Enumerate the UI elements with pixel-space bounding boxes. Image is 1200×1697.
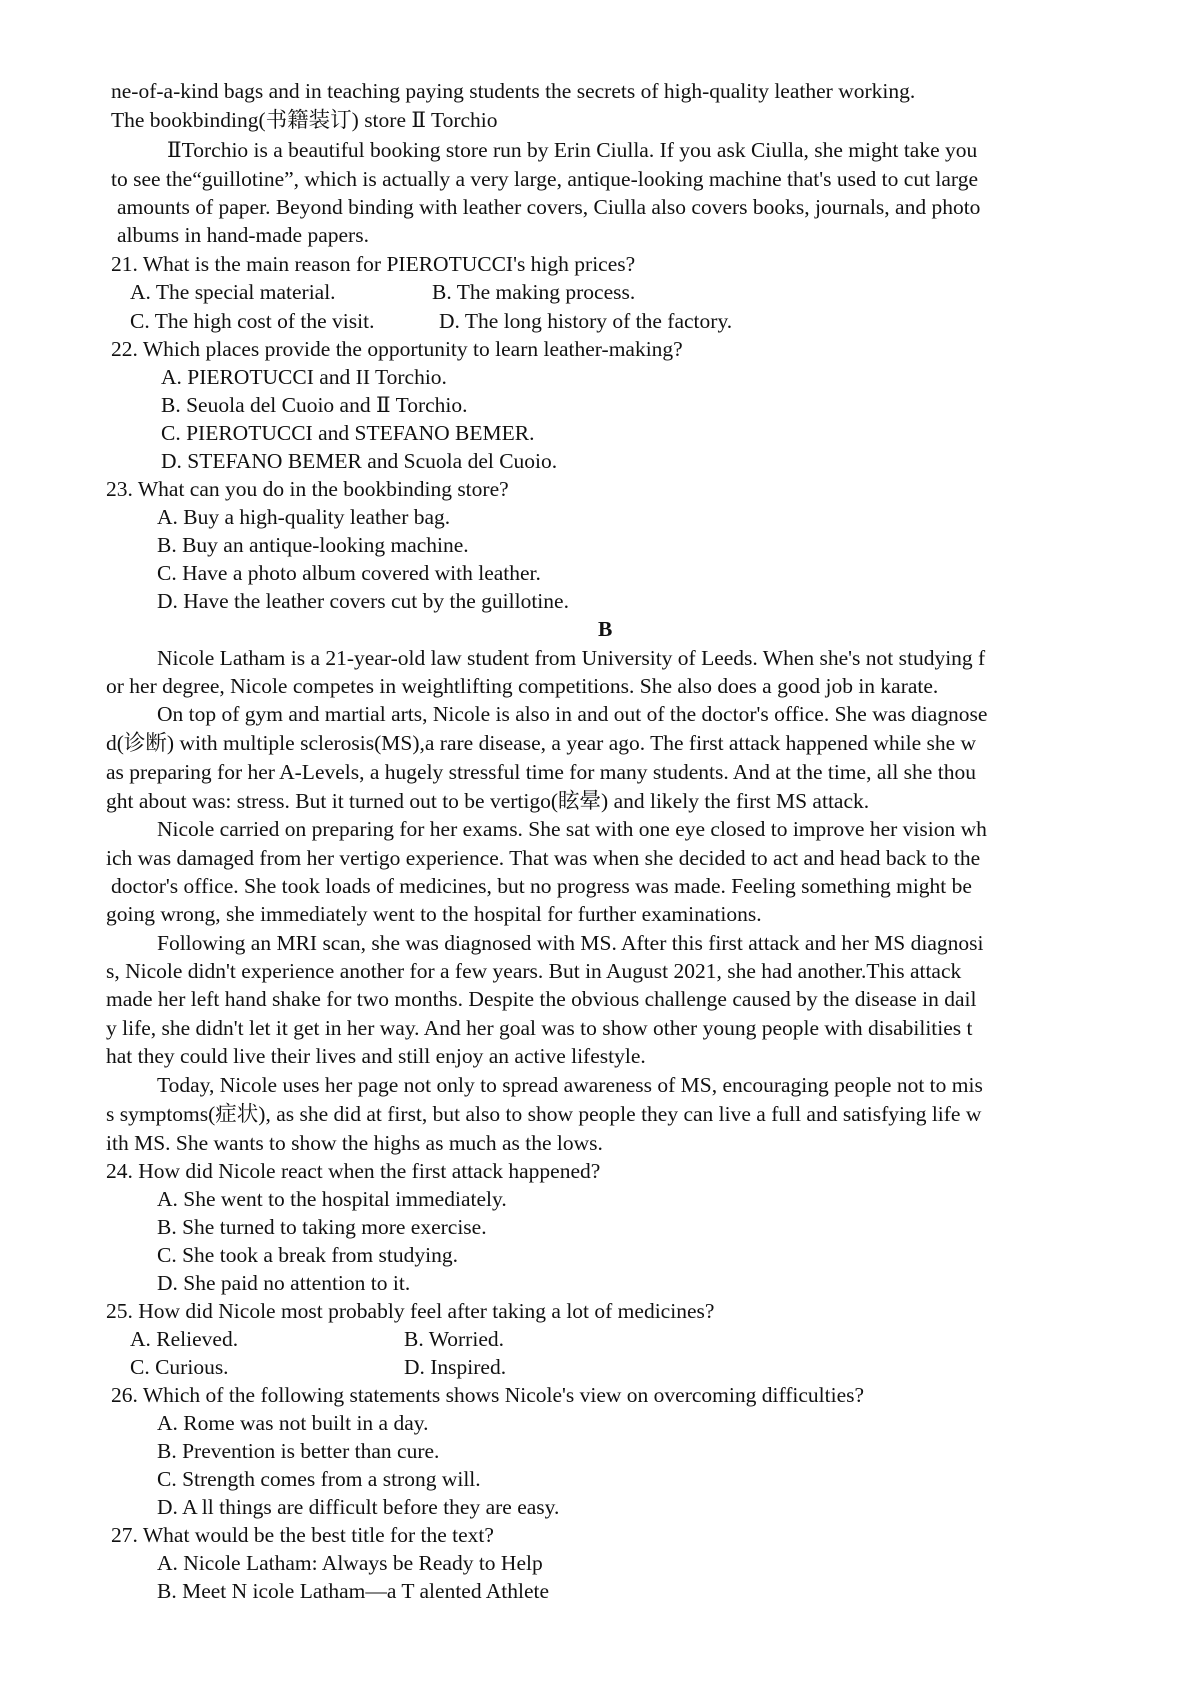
- answer-option: A. Buy a high-quality leather bag.: [157, 505, 451, 529]
- passage-a-line: ne-of-a-kind bags and in teaching paying students the secrets of high-quality leather working.: [111, 79, 916, 103]
- passage-a-paragraph-line: amounts of paper. Beyond binding with leather covers, Ciulla also covers books, journals, and photo: [117, 195, 981, 219]
- answer-option: C. She took a break from studying.: [157, 1243, 458, 1267]
- question-stem: 21. What is the main reason for PIEROTUCCI's high prices?: [111, 252, 636, 276]
- passage-b-line: On top of gym and martial arts, Nicole is also in and out of the doctor's office. She was diagnose: [157, 702, 988, 726]
- passage-a-paragraph-line: to see the“guillotine”, which is actually a very large, antique-looking machine that's used to cut large: [111, 167, 978, 191]
- answer-option: D. STEFANO BEMER and Scuola del Cuoio.: [161, 449, 558, 473]
- answer-option: A. PIEROTUCCI and II Torchio.: [161, 365, 447, 389]
- answer-option: B. Meet N icole Latham—a T alented Athlete: [157, 1579, 550, 1603]
- passage-a-paragraph-line: ⅡTorchio is a beautiful booking store run by Erin Ciulla. If you ask Ciulla, she might take you: [167, 138, 978, 162]
- question-stem: 25. How did Nicole most probably feel after taking a lot of medicines?: [106, 1299, 715, 1323]
- passage-a-paragraph-line: albums in hand-made papers.: [117, 223, 369, 247]
- answer-option: C. The high cost of the visit.: [130, 309, 375, 333]
- answer-option: B. The making process.: [432, 280, 636, 304]
- answer-option: B. She turned to taking more exercise.: [157, 1215, 487, 1239]
- question-stem: 22. Which places provide the opportunity to learn leather-making?: [111, 337, 683, 361]
- passage-b-line: Today, Nicole uses her page not only to spread awareness of MS, encouraging people not to mis: [157, 1073, 983, 1097]
- store-heading: The bookbinding(书籍装订) store Ⅱ Torchio: [111, 108, 498, 132]
- answer-option: D. A ll things are difficult before they are easy.: [157, 1495, 560, 1519]
- answer-option: A. Relieved.: [130, 1327, 239, 1351]
- passage-b-line: Nicole carried on preparing for her exams. She sat with one eye closed to improve her vision wh: [157, 817, 987, 841]
- passage-b-line: ith MS. She wants to show the highs as much as the lows.: [106, 1131, 603, 1155]
- answer-option: D. The long history of the factory.: [439, 309, 733, 333]
- answer-option: C. Have a photo album covered with leather.: [157, 561, 541, 585]
- answer-option: B. Prevention is better than cure.: [157, 1439, 440, 1463]
- passage-b-line: doctor's office. She took loads of medicines, but no progress was made. Feeling something might be: [111, 874, 972, 898]
- question-stem: 27. What would be the best title for the text?: [111, 1523, 494, 1547]
- answer-option: D. Have the leather covers cut by the guillotine.: [157, 589, 569, 613]
- answer-option: B. Seuola del Cuoio and Ⅱ Torchio.: [161, 393, 468, 417]
- answer-option: B. Buy an antique-looking machine.: [157, 533, 469, 557]
- answer-option: A. The special material.: [130, 280, 336, 304]
- answer-option: C. Strength comes from a strong will.: [157, 1467, 481, 1491]
- answer-option: A. Nicole Latham: Always be Ready to Help: [157, 1551, 543, 1575]
- passage-b-line: going wrong, she immediately went to the hospital for further examinations.: [106, 902, 762, 926]
- passage-b-line: y life, she didn't let it get in her way. And her goal was to show other young people with disabilities t: [106, 1016, 973, 1040]
- passage-b-line: hat they could live their lives and still enjoy an active lifestyle.: [106, 1044, 646, 1068]
- answer-option: C. PIEROTUCCI and STEFANO BEMER.: [161, 421, 535, 445]
- answer-option: A. Rome was not built in a day.: [157, 1411, 429, 1435]
- passage-b-line: s, Nicole didn't experience another for a few years. But in August 2021, she had another.This attack: [106, 959, 962, 983]
- passage-b-line: s symptoms(症状), as she did at first, but also to show people they can live a full and satisfying life w: [106, 1102, 982, 1126]
- section-b-heading: B: [598, 617, 613, 641]
- answer-option: D. She paid no attention to it.: [157, 1271, 411, 1295]
- passage-b-line: or her degree, Nicole competes in weightlifting competitions. She also does a good job in karate.: [106, 674, 939, 698]
- passage-b-line: as preparing for her A-Levels, a hugely stressful time for many students. And at the time, all she thou: [106, 760, 976, 784]
- answer-option: B. Worried.: [404, 1327, 504, 1351]
- passage-b-line: Nicole Latham is a 21-year-old law student from University of Leeds. When she's not studying f: [157, 646, 986, 670]
- question-stem: 24. How did Nicole react when the first attack happened?: [106, 1159, 601, 1183]
- passage-b-line: d(诊断) with multiple sclerosis(MS),a rare disease, a year ago. The first attack happened while she w: [106, 731, 977, 755]
- passage-b-line: made her left hand shake for two months. Despite the obvious challenge caused by the disease in dail: [106, 987, 977, 1011]
- passage-b-line: ght about was: stress. But it turned out to be vertigo(眩晕) and likely the first MS attack.: [106, 789, 870, 813]
- question-stem: 26. Which of the following statements shows Nicole's view on overcoming difficulties?: [111, 1383, 865, 1407]
- answer-option: D. Inspired.: [404, 1355, 507, 1379]
- passage-b-line: ich was damaged from her vertigo experience. That was when she decided to act and head back to the: [106, 846, 981, 870]
- passage-b-line: Following an MRI scan, she was diagnosed with MS. After this first attack and her MS diagnosi: [157, 931, 984, 955]
- question-stem: 23. What can you do in the bookbinding store?: [106, 477, 509, 501]
- answer-option: A. She went to the hospital immediately.: [157, 1187, 507, 1211]
- answer-option: C. Curious.: [130, 1355, 229, 1379]
